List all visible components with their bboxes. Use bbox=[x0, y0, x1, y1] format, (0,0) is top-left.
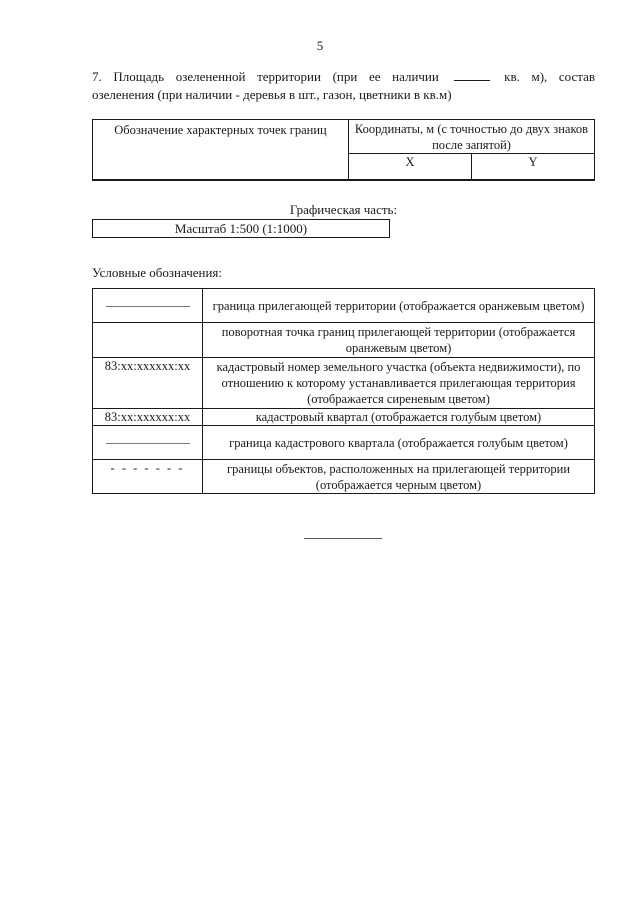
closing-rule bbox=[304, 538, 382, 539]
legend-text: граница кадастрового квартала (отображается голубым цветом) bbox=[203, 426, 595, 460]
legend-text: кадастровый квартал (отображается голубым цветом) bbox=[203, 409, 595, 426]
coords-header-y: Y bbox=[471, 154, 594, 180]
legend-text: поворотная точка границ прилегающей территории (отображается оранжевым цветом) bbox=[203, 323, 595, 358]
legend-row bbox=[93, 323, 595, 358]
legend-row bbox=[93, 289, 595, 323]
scale-box: Масштаб 1:500 (1:1000) bbox=[92, 219, 390, 238]
legend-symbol-turning-point bbox=[93, 323, 203, 358]
legend-symbol-quarter-boundary bbox=[93, 426, 203, 460]
legend-symbol-dashed-line: - - - - - - - bbox=[93, 460, 203, 494]
legend-symbol-cadastral-quarter: 83:хх:хххххх:хх bbox=[93, 409, 203, 426]
graphic-part-title: Графическая часть: bbox=[289, 202, 398, 217]
paragraph-line-2: озеленения (при наличии - деревья в шт., газон, цветники в кв.м) bbox=[92, 87, 452, 102]
legend-title: Условные обозначения: bbox=[92, 265, 223, 280]
coords-header-x: X bbox=[349, 154, 472, 180]
line-symbol bbox=[106, 443, 190, 444]
paragraph-line-1-end: кв. м), состав bbox=[504, 69, 596, 84]
coords-header-coordinates: Координаты, м (с точностью до двух знаков после запятой) bbox=[349, 120, 595, 154]
legend-row bbox=[93, 426, 595, 460]
line-symbol bbox=[106, 306, 190, 307]
legend-symbol-cadastral-number: 83:хх:хххххх:хх bbox=[93, 358, 203, 409]
legend-row bbox=[93, 358, 595, 409]
legend-text: граница прилегающей территории (отображается оранжевым цветом) bbox=[203, 289, 595, 323]
paragraph-line-1-start: 7. Площадь озелененной территории (при ее наличии bbox=[92, 69, 439, 84]
legend-row bbox=[93, 409, 595, 426]
legend-table bbox=[92, 288, 595, 494]
page-number: 5 bbox=[316, 38, 324, 53]
legend-text: границы объектов, расположенных на прилегающей территории (отображается черным цветом) bbox=[203, 460, 595, 494]
paragraph-line-1 bbox=[92, 68, 595, 86]
blank-field bbox=[454, 69, 490, 81]
paragraph-7 bbox=[92, 68, 595, 104]
legend-row bbox=[93, 460, 595, 494]
legend-symbol-orange-boundary bbox=[93, 289, 203, 323]
coordinates-table bbox=[92, 119, 595, 181]
legend-text: кадастровый номер земельного участка (объекта недвижимости), по отношению к которому устанавливается прилегающая территория (отображается сиреневым цветом) bbox=[203, 358, 595, 409]
coords-header-points: Обозначение характерных точек границ bbox=[93, 120, 349, 180]
